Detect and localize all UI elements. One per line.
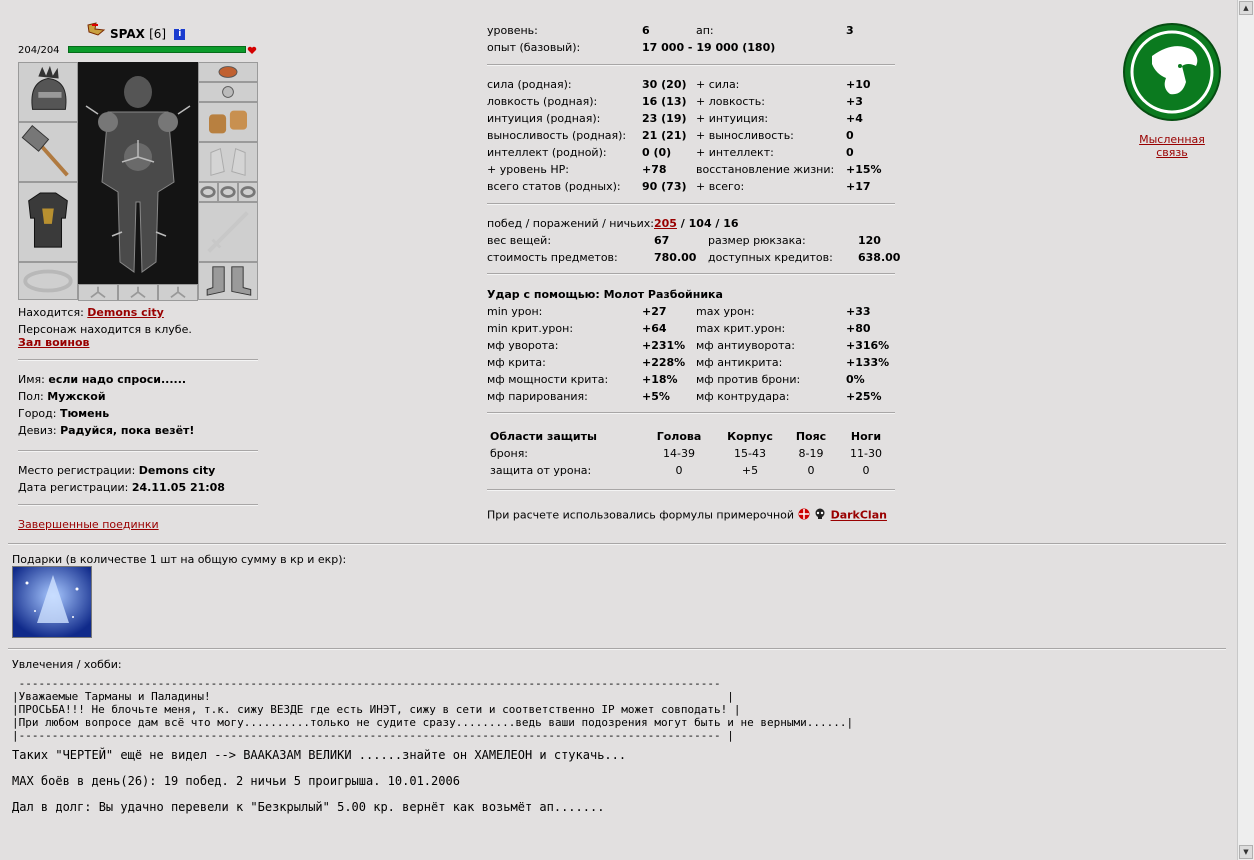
rune-slot-2[interactable] xyxy=(118,284,158,301)
rune-icon xyxy=(159,285,197,300)
flag-icon xyxy=(798,508,810,523)
protection-table: Области защиты Голова Корпус Пояс Ноги броня: 14-39 15-43 8-19 11-30 защита от урона: 0 +5 0 0 xyxy=(490,430,882,477)
ring-icon xyxy=(199,183,217,201)
location-link[interactable]: Demons city xyxy=(87,306,164,319)
shield-slot[interactable] xyxy=(198,202,258,262)
level-table: уровень: 6 ап: 3 опыт (базовый): 17 000 - 19 000 (180) xyxy=(487,24,854,54)
scroll-up-icon[interactable]: ▲ xyxy=(1239,1,1253,15)
divider xyxy=(487,64,895,66)
rune-icon xyxy=(79,285,117,300)
rune-slot-3[interactable] xyxy=(158,284,198,301)
info-icon[interactable]: i xyxy=(174,29,185,40)
rune-slot-1[interactable] xyxy=(78,284,118,301)
divider xyxy=(487,412,895,414)
hobby-box: ---------------------------------------------------------------------------------------------------------- |Уважаемые Тарманы и Паладины! | |ПРОСЬБА!!! Не блочьте меня, т.к. сижу ВЕЗДЕ где есть ИНЭТ, сижу в сети и соответственно IP может совподать! | |При любом вопросе дам всё что могу..........только не судите сразу.........ведь ваши подозрения могут быть и не верными......| |---------------------------------------------------------------------------------------------------------- | xyxy=(12,677,854,742)
wins-table: побед / поражений / ничьих: 205 / 104 / 16 вес вещей: 67 размер рюкзака: 120 стоимость предметов: 780.00 доступных кредитов: 638.00 xyxy=(487,217,901,264)
ring-slot-1[interactable] xyxy=(198,182,218,202)
gloves-icon xyxy=(199,143,257,181)
hobby-label: Увлечения / хобби: xyxy=(12,658,122,671)
hp-text: 204/204 xyxy=(18,45,60,56)
gloves-slot[interactable] xyxy=(198,142,258,182)
divider xyxy=(487,203,895,205)
stats-table: сила (родная): 30 (20) + сила: +10 ловкость (родная): 16 (13) + ловкость: +3 интуиция (родная): 23 (19) + интуиция: +4 выносливость (родная): 21 (21) + выносливость: 0 интеллект (родной): 0 (0) + интеллект: 0 + уровень HP: +78 восстановление жизни: +15% всего статов (родных): 90 (73) + всего: +17 xyxy=(487,78,882,193)
bracers-slot[interactable] xyxy=(198,102,258,142)
city-line: Город: Тюмень xyxy=(18,407,110,420)
clan-icon[interactable] xyxy=(86,22,106,39)
wins-link[interactable]: 205 xyxy=(653,217,677,230)
gifts-label: Подарки (в количестве 1 шт на общую сумму в кр и екр): xyxy=(12,553,347,566)
goat-emblem-icon xyxy=(1122,22,1222,122)
reg-date-line: Дата регистрации: 24.11.05 21:08 xyxy=(18,481,225,494)
character-level: [6] xyxy=(149,27,167,41)
armor-slot[interactable] xyxy=(18,182,78,262)
skull-icon xyxy=(813,508,827,523)
motto-line: Девиз: Радуйся, пока везёт! xyxy=(18,424,195,437)
bracers-icon xyxy=(199,103,257,141)
name-line: Имя: если надо спроси...... xyxy=(18,373,187,386)
hobby-text-1: Таких "ЧЕРТЕЙ" ещё не видел --> ВААКАЗАМ ВЕЛИКИ ......знайте он ХАМЕЛЕОН и стукачь... xyxy=(12,748,627,762)
amulet-slot[interactable] xyxy=(198,82,258,102)
divider xyxy=(8,543,1226,545)
formula-note: При расчете использовались формулы примерочной DarkClan xyxy=(487,508,887,522)
earring-slot[interactable] xyxy=(198,62,258,82)
sword-icon xyxy=(199,203,257,261)
ring-slot-2[interactable] xyxy=(218,182,238,202)
divider xyxy=(8,648,1226,650)
hobby-text-3: Дал в долг: Вы удачно перевели к "Безкрылый" 5.00 кр. вернёт как возьмёт ап....... xyxy=(12,800,605,814)
divider xyxy=(18,450,258,452)
attack-title: Удар с помощью: Молот Разбойника xyxy=(487,288,723,301)
club-text: Персонаж находится в клубе. xyxy=(18,323,192,336)
character-avatar xyxy=(78,62,198,284)
sex-line: Пол: Мужской xyxy=(18,390,106,403)
amulet-icon xyxy=(199,83,257,101)
character-nick: SPAX [6] i xyxy=(110,27,185,41)
belt-slot[interactable] xyxy=(18,262,78,300)
hobby-text-2: MAX боёв в день(26): 19 побед. 2 ничьи 5 проигрыша. 10.01.2006 xyxy=(12,774,460,788)
darkclan-link[interactable]: DarkClan xyxy=(830,508,887,522)
room-link[interactable]: Зал воинов xyxy=(18,336,90,349)
attack-table: Удар с помощью: Молот Разбойника min урон: +27 max урон: +33 min крит.урон: +64 max крит.урон: +80 мф уворота: +231% мф антиуворота: +316% мф крита: +228% мф антикрита: +133% мф мощности крита: +18% мф против брони: 0% мф парирования: +5% мф контрудара: +25% xyxy=(487,288,890,403)
gift-icon xyxy=(13,567,92,638)
rune-icon xyxy=(119,285,157,300)
boots-slot[interactable] xyxy=(198,262,258,300)
vertical-scrollbar[interactable] xyxy=(1237,0,1254,860)
weapon-slot[interactable] xyxy=(18,122,78,182)
earring-icon xyxy=(199,63,257,81)
divider xyxy=(487,489,895,491)
gift-item[interactable] xyxy=(12,566,92,638)
helmet-slot[interactable] xyxy=(18,62,78,122)
helmet-icon xyxy=(19,63,77,121)
hammer-icon xyxy=(19,123,77,181)
scroll-down-icon[interactable]: ▼ xyxy=(1239,845,1253,859)
heart-icon xyxy=(247,45,257,58)
ring-icon xyxy=(239,183,257,201)
finished-fights-link[interactable]: Завершенные поединки xyxy=(18,518,159,531)
divider xyxy=(18,359,258,361)
ring-slot-3[interactable] xyxy=(238,182,258,202)
mental-link[interactable]: Мысленная связь xyxy=(1139,133,1205,159)
location-line: Находится: Demons city xyxy=(18,306,164,319)
belt-icon xyxy=(19,263,77,299)
divider xyxy=(18,504,258,506)
hp-bar xyxy=(68,46,246,53)
divider xyxy=(487,273,895,275)
ring-icon xyxy=(219,183,237,201)
armor-icon xyxy=(19,183,77,261)
reg-place-line: Место регистрации: Demons city xyxy=(18,464,216,477)
boots-icon xyxy=(199,263,257,299)
